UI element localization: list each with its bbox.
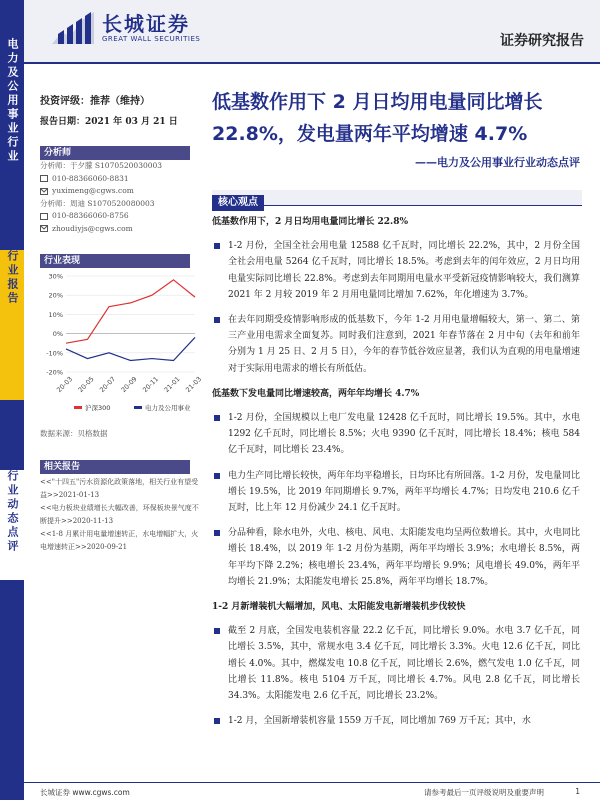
chart-x-tick-label: 20-09 — [119, 375, 139, 395]
analyst-phone-2: 010-88366060-8756 — [40, 210, 190, 223]
related-reports-heading: 相关报告 — [40, 460, 190, 474]
company-logo — [50, 10, 200, 46]
chart-y-tick-label: 20% — [48, 291, 63, 300]
logo-mark-icon — [50, 10, 96, 46]
chart-x-tick-label: 20-03 — [55, 375, 75, 395]
chart-legend-label: 电力及公用事业 — [145, 404, 191, 412]
related-report-item[interactable]: <<"十四五"污水资源化政策落地，相关行业有望受益>>2021-01-13 — [40, 478, 199, 499]
analyst-email-1[interactable]: yuximeng@cgws.com — [40, 185, 190, 198]
logo-name-cn: 长城证券 — [102, 12, 190, 36]
report-title: 低基数作用下 2 月日均用电量同比增长 22.8%，发电量两年平均增速 4.7% — [212, 91, 543, 145]
section-heading: 低基数下发电量同比增速较高，两年年均增长 4.7% — [212, 388, 420, 399]
related-reports — [40, 476, 200, 554]
analyst-phone-1: 010-88366060-8831 — [40, 173, 190, 186]
chart-y-tick-label: 0% — [52, 330, 63, 339]
related-report-item[interactable]: <<1-8 月累计用电量增速转正，水电增幅扩大，火电增速转正>>2020-09-21 — [40, 530, 199, 551]
side-industry: 电力及公用事业行业 — [6, 38, 19, 164]
chart-x-tick-label: 21-01 — [162, 375, 182, 395]
analyst-name-2: 分析师：周迪 S1070520080003 — [40, 198, 155, 208]
analyst-email-2[interactable]: zhoudiyjs@cgws.com — [40, 223, 190, 236]
section-heading: 1-2 月新增装机大幅增加，风电、太阳能发电新增装机步伐较快 — [212, 602, 466, 613]
investment-rating: 投资评级：推荐（维持） — [40, 96, 150, 107]
phone-icon — [40, 213, 48, 220]
bullet-paragraph: 在去年同期受疫情影响形成的低基数下，今年 1-2 月用电量增幅较大，第一、第二、第三产业用电需求全面复苏。同时我们注意到，2021 年春节落在 2 月中旬（去年和前年分别为 1 月 25 日、2 月 5 日），今年的春节低谷效应显著，我们认为直观的用电量增速对于实际用电需求的增长有所低估。 — [212, 312, 580, 377]
main-content — [212, 212, 580, 738]
side-report: 行业报告 — [0, 250, 24, 400]
bullet-paragraph: 分品种看，除水电外，火电、核电、风电、太阳能发电均呈两位数增长。其中，火电同比增长 18.4%，以 2019 年 1-2 月份为基期，两年平均增长 3.9%；水电增长 8.5%，两年平均下降 2.2%；核电增长 23.4%，两年平均增长 9.9%；风电增长 49.0%，两年平均增长 21.9%；太阳能发电增长 25.8%，两年平均增长 18.7%。 — [212, 525, 580, 590]
email-icon — [40, 225, 48, 232]
section-heading: 低基数作用下，2 月日均用电量同比增长 22.8% — [212, 217, 409, 227]
report-type: 证券研究报告 — [500, 33, 584, 49]
bullet-paragraph: 截至 2 月底，全国发电装机容量 22.2 亿千瓦，同比增长 9.0%。水电 3.7 亿千瓦，同比增长 3.5%，其中，常规水电 3.4 亿千瓦，同比增长 3.3%。火电 12.6 亿千瓦，同比增长 4.0%。其中，燃煤发电 10.8 亿千瓦，同比增长 2.6%，燃气发电 1.0 亿千瓦，同比增长 11.8%。核电 5104 万千瓦，同比增长 4.7%。风电 2.8 亿千瓦，同比增长 34.3%。太阳能发电 2.6 亿千瓦，同比增长 23.2%。 — [212, 623, 580, 704]
analyst-list — [40, 160, 190, 235]
bullet-paragraph: 1-2 月份，全国全社会用电量 12588 亿千瓦时，同比增长 22.2%，其中，2 月份全国全社会用电量 5264 亿千瓦时，同比增长 18.5%。考虑到去年的闰年效应，2 月日均用电量实际同比增长 22.8%。考虑到去年同期用电量水平受新冠疫情影响较大，我们测算 2021 年 2 月较 2019 年 2 月用电量同比增加 7.62%，年化增速为 3.7%。 — [212, 238, 580, 303]
chart-x-tick-label: 21-03 — [184, 375, 204, 395]
page-number: 1 — [575, 787, 580, 796]
chart-y-tick-label: -20% — [46, 368, 63, 377]
industry-performance-heading: 行业表现 — [40, 254, 190, 268]
chart-legend-swatch — [74, 406, 82, 409]
industry-performance-chart — [40, 268, 204, 428]
footer-disclaimer: 请参考最后一页评级说明及重要声明 — [424, 788, 544, 797]
analyst-heading: 分析师 — [40, 146, 190, 160]
report-subtitle: ——电力及公用事业行业动态点评 — [415, 156, 580, 169]
chart-legend-swatch — [134, 406, 142, 409]
header-divider — [24, 62, 600, 64]
page-header — [24, 0, 600, 62]
page-footer — [24, 782, 600, 800]
chart-y-tick-label: -10% — [46, 349, 63, 358]
chart-x-tick-label: 20-05 — [76, 375, 96, 395]
chart-x-tick-label: 20-11 — [141, 375, 161, 395]
email-icon — [40, 188, 48, 195]
chart-y-tick-label: 30% — [48, 272, 63, 281]
logo-name-en: GREAT WALL SECURITIES — [102, 35, 201, 43]
core-view-heading: 核心观点 — [212, 190, 582, 206]
chart-y-tick-label: 10% — [48, 310, 63, 319]
chart-series-line — [66, 337, 195, 360]
footer-url[interactable]: 长城证券 www.cgws.com — [40, 788, 130, 797]
report-date: 报告日期：2021 年 03 月 21 日 — [40, 117, 178, 127]
chart-legend-label: 沪深300 — [85, 404, 111, 412]
analyst-name-1: 分析师：于夕朦 S1070520030003 — [40, 161, 163, 170]
chart-x-tick-label: 20-07 — [98, 375, 118, 395]
bullet-paragraph: 电力生产同比增长较快，两年年均平稳增长，日均环比有所回落。1-2 月份，发电量同比增长 19.5%，比 2019 年同期增长 9.7%，两年平均增长 4.7%；日均发电 210.6 亿千瓦时，比上年 12 月份减少 24.1 亿千瓦时。 — [212, 468, 580, 517]
related-report-item[interactable]: <<电力板块业绩增长大幅改善，环保板块景气度不断提升>>2020-11-13 — [40, 504, 199, 525]
side-strip — [0, 0, 24, 800]
phone-icon — [40, 175, 48, 182]
bullet-paragraph: 1-2 月，全国新增装机容量 1559 万千瓦，同比增加 769 万千瓦；其中，水 — [212, 713, 580, 729]
bullet-paragraph: 1-2 月份，全国规模以上电厂发电量 12428 亿千瓦时，同比增长 19.5%。其中，水电 1292 亿千瓦时，同比增长 8.5%；火电 9390 亿千瓦时，同比增长 18.4%；核电 584 亿千瓦时，同比增长 23.4%。 — [212, 410, 580, 459]
chart-source: 数据来源：贝格数据 — [40, 429, 108, 438]
side-review: 行业动态点评 — [0, 470, 24, 580]
